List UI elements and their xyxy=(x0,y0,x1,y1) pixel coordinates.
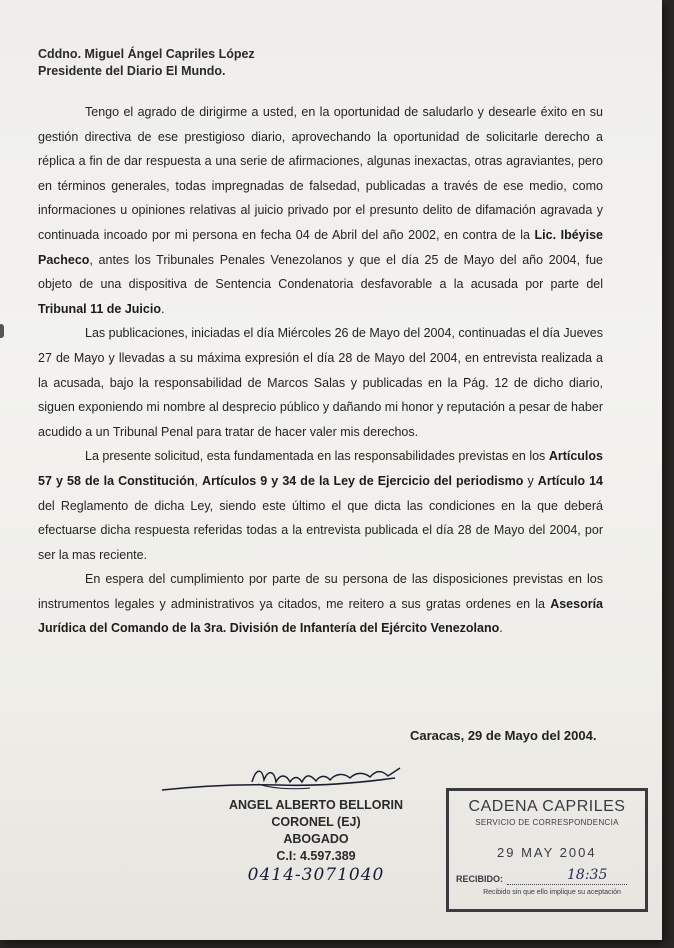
p1-bold-tribunal: Tribunal 11 de Juicio xyxy=(38,301,161,316)
p1-bold-name: Lic. Ibéyise Pacheco xyxy=(38,227,603,267)
reception-stamp xyxy=(446,788,648,912)
p1-text-a: Tengo el agrado de dirigirme a usted, en la oportunidad de saludarlo y desearle éxito en su gestión directiva de ese prestigioso diario, aprovechando la oportunidad de solicitarle derecho a réplica a fin de dar respuesta a una serie de afirmaciones, algunas inexactas, otras agraviantes, pero en términos generales, todas impregnadas de falsedad, publicadas a través de ese medio, como informaciones u opiniones relativas al juicio privado por el presunto delito de difamación agravada y continuada incoado por mi persona en fecha 04 de Abril del año 2002, en contra de la xyxy=(38,105,603,242)
p4-text-a: En espera del cumplimiento por parte de su persona de las disposiciones previstas en los instrumentos legales y administrativos ya citados, me reitero a sus gratas ordenes en la xyxy=(38,572,603,611)
signer-ci: C.I: 4.597.389 xyxy=(276,849,356,863)
paragraph-2: Las publicaciones, iniciadas el día Miércoles 26 de Mayo del 2004, continuadas el día Jueves 27 de Mayo y llevadas a su máxima expresión el día 28 de Mayo del 2004, en entrevista realizada a la acusada, bajo la responsabilidad de Marcos Salas y publicadas en la Pág. 12 de dicho diario, siguen exponiendo mi nombre al desprecio público y dañando mi honor y reputación a pesar de haber acudido a un Tribunal Penal para tratar de hacer valer mis derechos. xyxy=(38,326,603,439)
p4-text-c: . xyxy=(499,621,503,636)
signer-name: ANGEL ALBERTO BELLORIN xyxy=(228,798,404,812)
p1-text-e: . xyxy=(160,301,165,316)
p4-bold-asesoria: Asesoría Jurídica del Comando de la 3ra. División de Infantería del Ejército Venezolano xyxy=(38,596,603,636)
signer-rank: CORONEL (EJ) xyxy=(271,815,361,829)
paragraph-4 xyxy=(38,567,603,641)
p3-bold-articulo14: Artículo 14 xyxy=(537,473,603,488)
paragraph-3 xyxy=(38,444,603,567)
p1-text-c: , antes los Tribunales Penales Venezolanos y que el día 25 de Mayo del año 2004, fue objeto de una dispositiva de Sentencia Condenatoria desfavorable a la acusada por parte del xyxy=(38,252,603,292)
stamp-received-label: RECIBIDO: xyxy=(456,874,503,884)
signer-phone: 0414-3071040 xyxy=(247,865,385,885)
signer-title: ABOGADO xyxy=(283,832,349,846)
stamp-date: 29 MAY 2004 xyxy=(497,845,597,860)
paragraph-1 xyxy=(38,100,603,321)
p3-text-c: , xyxy=(194,473,203,488)
p3-text-a: La presente solicitud, esta fundamentada en las responsabilidades previstas en los xyxy=(85,449,549,464)
recipient-title: Presidente del Diario El Mundo. xyxy=(38,64,226,78)
stamp-subtitle: SERVICIO DE CORRESPONDENCIA xyxy=(475,818,619,827)
recipient-block xyxy=(38,46,255,80)
letter-date: Caracas, 29 de Mayo del 2004. xyxy=(410,728,597,743)
p3-text-e: y xyxy=(523,473,538,488)
p3-bold-constitucion: Artículos 57 y 58 de la Constitución xyxy=(38,449,603,488)
letter-body xyxy=(38,100,603,641)
stamp-title: CADENA CAPRILES xyxy=(468,798,626,815)
binder-hole xyxy=(0,324,4,338)
p3-text-g: del Reglamento de dicha Ley, siendo este último el que dicta las condiciones en la que deberá efectuarse dicha respuesta referidas todas a la entrevista publicada el día 28 de Mayo del 2004, por ser la mas reciente. xyxy=(38,498,603,562)
recipient-name: Cddno. Miguel Ángel Capriles López xyxy=(38,47,255,61)
stamp-note: Recibido sin que ello implique su aceptación xyxy=(483,889,621,896)
signer-block xyxy=(205,797,427,884)
stamp-received-time: 18:35 xyxy=(567,867,608,883)
stamp-received-line xyxy=(507,884,627,885)
p3-bold-ley: Artículos 9 y 34 de la Ley de Ejercicio del periodismo xyxy=(202,473,524,488)
